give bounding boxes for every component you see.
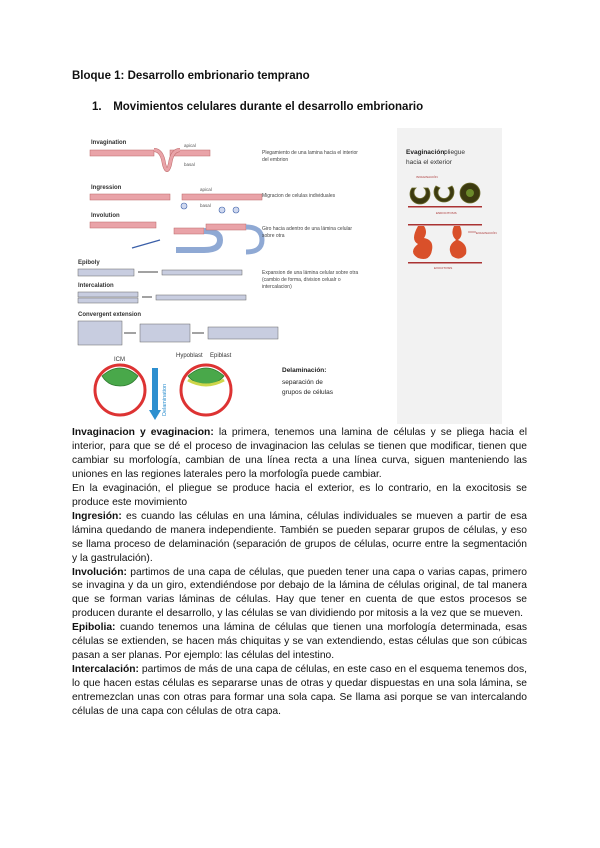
term-epibolia: Epibolia: [72, 622, 116, 634]
evagination-panel [397, 128, 502, 424]
evagination-text: pliegue [444, 149, 465, 156]
section-heading [92, 101, 423, 113]
paragraph-invaginacion: Invaginacion y evaginacion: la primera, tenemos una lamina de células y se pliega hacia el interior, para que se dé el proceso de invaginacion las celulas se tienen que modificar, tienen que cambiar su morfología, cambian de una línea recta a una línea curva, siguen manteniendo las uniones en las regiones laterales pero la morfologîa puede cambiar. [72, 427, 527, 480]
label-ingression: Ingression [91, 185, 122, 191]
tag-evaginacion: EVAGINACIÓN [476, 231, 497, 235]
label-icm: ICM [114, 357, 125, 363]
paragraph-epibolia: Epibolia: cuando tenemos una lámina de células que tienen una morfología determinada, esas células se extienden, se hacen más chiquitas y se van extendiendo, estas células que son cúbicas pasan a ser planas. Por ejemplo: las células del intestino. [72, 622, 527, 662]
label-hypoblast: Hypoblast [176, 353, 203, 359]
label-basal-2: basal [200, 203, 211, 208]
label-basal-1: basal [184, 162, 195, 167]
paragraph-ingresion: Ingresión: es cuando las células en una lámina, células individuales se mueven a partir de esa lámina quedando de manera independiente. También se pueden separar grupos de células, y eso se llama proceso de delaminación (separación de grupos de células, ocurre entre la segmentación y la gastrulación). [72, 510, 527, 564]
evagination-text-2: hacia el exterior [406, 159, 452, 166]
delamination-text: separación de grupos de células [282, 379, 333, 396]
desc-involution: Giro hacia adentro de una lámina celular sobre otra [262, 226, 353, 239]
desc-epiboly: Expansion de una lámina celular sobre otra (cambio de forma, division celualr o intercalacion) [262, 270, 359, 290]
blastocyst-after [181, 365, 231, 415]
term-intercalacion: Intercalación: [72, 664, 139, 676]
label-delamination-arrow: Delamination [162, 383, 168, 416]
document-heading: Bloque 1: Desarrollo embrionario temprano [72, 70, 310, 82]
label-apical-2: apical [200, 187, 212, 192]
paragraph-evaginacion: En la evaginación, el pliegue se produce hacia el exterior, es lo contrario, en la exocitosis se produce este movimiento [72, 482, 527, 508]
body-text [72, 426, 527, 719]
paragraph-involucion: Involución: partimos de una capa de células, que pueden tener una capa o varias capas, primero se invagina y da un giro, extendiéndose por debajo de la lámina de células original, de tal manera que se forman varias láminas de células. Hay que tener en cuenta de que estos procesos se producen durante el desarrollo, y las células se van dividiendo por mitosis a la vez que se mueven. [72, 566, 527, 620]
label-invagination: Invagination [91, 140, 127, 146]
term-involucion: Involución: [72, 566, 127, 578]
desc-invagination: Plegamiento de una lamina hacia el interior del embrion [262, 150, 358, 163]
delamination-title: Delaminación: [282, 367, 327, 374]
tag-exocitosis: EXOCITOSIS [434, 266, 453, 270]
desc-ingression: Migracion de celulas individuales [262, 193, 336, 199]
paragraph-intercalacion: Intercalación: partimos de más de una capa de células, en este caso en el esquema tenemos dos, lo que hacen estas células es separarse unas de otras y quedar dispuestas en una sola lámina, se entremezclan unas con otras para formar una sola capa. Se llama asi porque se van intercalando células de una capa con células de otra capa. [72, 664, 527, 718]
label-intercalation: Intercalation [78, 283, 114, 289]
blastocyst-before [95, 365, 145, 415]
section-number: 1. [92, 101, 102, 113]
tag-invaginacion: INVAGINACIÓN [416, 175, 438, 179]
figure-canvas [72, 128, 502, 424]
cell-movements-figure [72, 128, 502, 424]
label-convergent-extension: Convergent extension [78, 312, 142, 318]
tag-endocitosis: ENDOCITOSIS [436, 211, 457, 215]
term-invaginacion: Invaginacion y evaginacion: [72, 427, 214, 438]
label-epiboly: Epiboly [78, 260, 100, 266]
label-apical-1: apical [184, 143, 196, 148]
evagination-title: Evaginación: [406, 149, 447, 156]
label-epiblast: Epiblast [210, 353, 232, 359]
term-ingresion: Ingresión: [72, 510, 122, 522]
section-title: Movimientos celulares durante el desarrollo embrionario [113, 101, 424, 113]
label-involution: Involution [91, 213, 120, 219]
